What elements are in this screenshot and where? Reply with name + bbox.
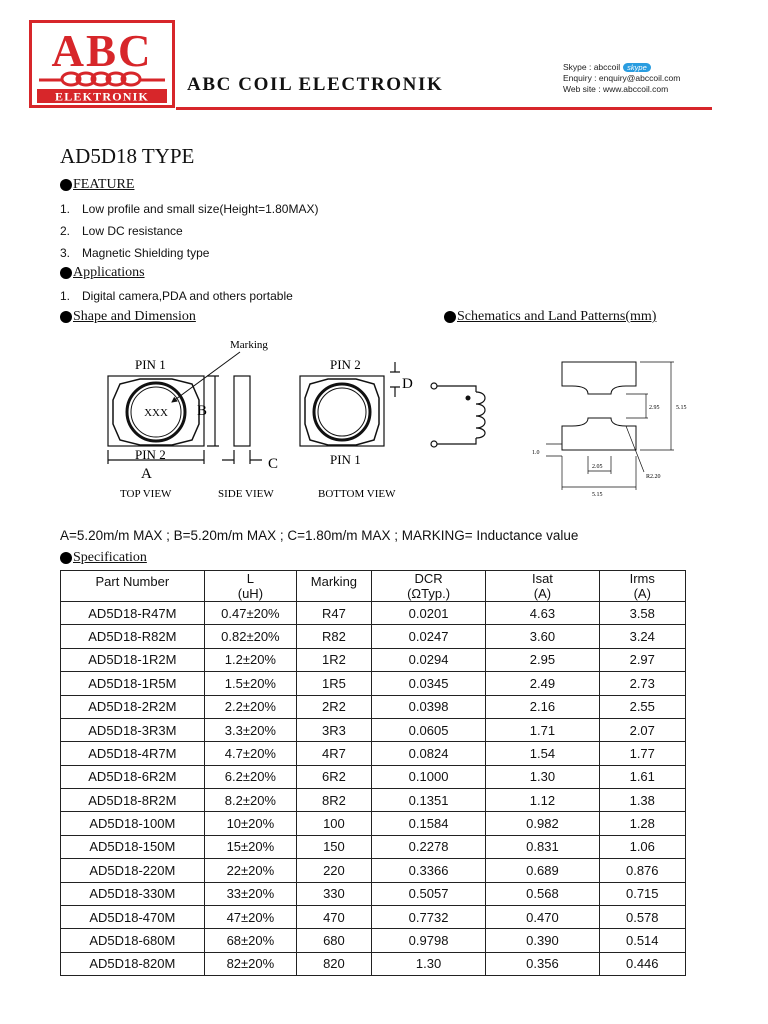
list-item xyxy=(60,220,318,242)
table-cell: 1.71 xyxy=(486,718,599,741)
column-unit: (uH) xyxy=(237,586,264,601)
table-cell: 100 xyxy=(297,812,372,835)
column-unit: (A) xyxy=(533,586,552,601)
marking-xxx: XXX xyxy=(144,407,168,419)
table-cell: 680 xyxy=(297,929,372,952)
column-header xyxy=(486,571,599,602)
table-cell: 10±20% xyxy=(204,812,296,835)
feature-list xyxy=(60,198,318,264)
table-cell: 82±20% xyxy=(204,952,296,975)
dim-d-label: D xyxy=(402,376,413,392)
table-cell: 820 xyxy=(297,952,372,975)
skype-text: Skype : abccoil xyxy=(563,62,621,72)
specification-table xyxy=(60,570,686,976)
top-pin1-label: PIN 1 xyxy=(135,357,166,372)
feature-heading-text: FEATURE xyxy=(73,177,135,192)
table-row xyxy=(61,672,686,695)
list-number: 2. xyxy=(60,224,71,238)
specification-heading-text: Specification xyxy=(73,550,147,565)
table-cell: 0.715 xyxy=(599,882,685,905)
specification-heading xyxy=(60,550,147,566)
table-cell: 0.1584 xyxy=(371,812,486,835)
table-cell: 68±20% xyxy=(204,929,296,952)
table-cell: 2.73 xyxy=(599,672,685,695)
table-cell: 2.16 xyxy=(486,695,599,718)
table-cell: 0.446 xyxy=(599,952,685,975)
marking-label: Marking xyxy=(230,339,268,351)
table-cell: 0.689 xyxy=(486,859,599,882)
table-cell: 0.578 xyxy=(599,905,685,928)
table-cell: 0.82±20% xyxy=(204,625,296,648)
table-row xyxy=(61,882,686,905)
table-cell: AD5D18-330M xyxy=(61,882,205,905)
table-cell: 3.3±20% xyxy=(204,718,296,741)
table-cell: AD5D18-820M xyxy=(61,952,205,975)
column-unit: (A) xyxy=(633,586,651,601)
applications-list xyxy=(60,285,293,307)
table-cell: AD5D18-8R2M xyxy=(61,789,205,812)
shape-heading-text: Shape and Dimension xyxy=(73,309,196,324)
table-cell: 330 xyxy=(297,882,372,905)
table-cell: AD5D18-1R5M xyxy=(61,672,205,695)
table-cell: 0.0345 xyxy=(371,672,486,695)
dim-radius: R2.20 xyxy=(646,474,661,480)
table-row xyxy=(61,789,686,812)
column-header xyxy=(297,571,372,602)
table-cell: 8R2 xyxy=(297,789,372,812)
table-cell: 0.3366 xyxy=(371,859,486,882)
bottom-view-label: BOTTOM VIEW xyxy=(318,488,396,500)
column-name: DCR xyxy=(414,571,443,586)
bullet-dot-icon xyxy=(60,552,72,564)
table-cell: 1.77 xyxy=(599,742,685,765)
column-header xyxy=(599,571,685,602)
schematic-coil xyxy=(426,374,496,454)
marking-arrow-icon xyxy=(172,352,240,402)
table-cell: 0.1351 xyxy=(371,789,486,812)
dim-b-label: B xyxy=(197,403,208,419)
table-cell: 2.07 xyxy=(599,718,685,741)
bullet-dot-icon xyxy=(60,179,72,191)
table-cell: AD5D18-4R7M xyxy=(61,742,205,765)
table-cell: R47 xyxy=(297,602,372,625)
table-cell: 470 xyxy=(297,905,372,928)
bullet-dot-icon xyxy=(444,311,456,323)
table-row xyxy=(61,695,686,718)
list-item xyxy=(60,285,293,307)
dim-height-total: 5.15 xyxy=(676,405,687,411)
list-number: 3. xyxy=(60,246,71,260)
bottom-pin1-label: PIN 1 xyxy=(330,452,361,467)
dim-bottom-inner: 2.05 xyxy=(592,464,603,470)
table-cell: 0.0605 xyxy=(371,718,486,741)
table-cell: 1R2 xyxy=(297,648,372,671)
table-cell: 3R3 xyxy=(297,718,372,741)
table-cell: 1.2±20% xyxy=(204,648,296,671)
table-cell: 2.55 xyxy=(599,695,685,718)
table-row xyxy=(61,718,686,741)
table-cell: 1.5±20% xyxy=(204,672,296,695)
table-cell: 6R2 xyxy=(297,765,372,788)
dimension-drawing xyxy=(90,332,430,507)
table-row xyxy=(61,648,686,671)
table-cell: AD5D18-6R2M xyxy=(61,765,205,788)
company-logo xyxy=(29,20,175,108)
polarity-dot-icon xyxy=(466,396,471,401)
table-cell: 4.63 xyxy=(486,602,599,625)
table-cell: AD5D18-R47M xyxy=(61,602,205,625)
table-body xyxy=(61,602,686,976)
schematics-heading-text: Schematics and Land Patterns(mm) xyxy=(457,309,657,324)
column-header xyxy=(371,571,486,602)
table-cell: 1.06 xyxy=(599,835,685,858)
enquiry-email: Enquiry : enquiry@abccoil.com xyxy=(563,73,681,83)
table-cell: 6.2±20% xyxy=(204,765,296,788)
table-cell: 33±20% xyxy=(204,882,296,905)
table-cell: AD5D18-3R3M xyxy=(61,718,205,741)
table-cell: AD5D18-R82M xyxy=(61,625,205,648)
table-cell: 0.982 xyxy=(486,812,599,835)
inductor-coil-icon xyxy=(476,392,485,438)
table-cell: 1.30 xyxy=(486,765,599,788)
list-text: Low profile and small size(Height=1.80MAX) xyxy=(82,202,319,216)
table-cell: 1R5 xyxy=(297,672,372,695)
table-cell: AD5D18-470M xyxy=(61,905,205,928)
table-cell: 2.95 xyxy=(486,648,599,671)
side-view-label: SIDE VIEW xyxy=(218,488,274,500)
dim-c-label: C xyxy=(268,456,279,472)
logo-text-bottom: ELEKTRONIK xyxy=(54,89,150,104)
dimensions-line: A=5.20m/m MAX ; B=5.20m/m MAX ; C=1.80m/m MAX ; MARKING= Inductance value xyxy=(60,528,579,543)
table-cell: 2R2 xyxy=(297,695,372,718)
list-number: 1. xyxy=(60,289,71,303)
table-row xyxy=(61,905,686,928)
table-cell: 0.0398 xyxy=(371,695,486,718)
table-cell: 0.7732 xyxy=(371,905,486,928)
table-cell: R82 xyxy=(297,625,372,648)
table-cell: 0.876 xyxy=(599,859,685,882)
logo-text-top: ABC xyxy=(51,26,153,76)
table-cell: 0.568 xyxy=(486,882,599,905)
bullet-dot-icon xyxy=(60,311,72,323)
skype-badge-icon: skype xyxy=(623,63,651,72)
column-name: Isat xyxy=(531,571,553,586)
table-row xyxy=(61,602,686,625)
bottom-pin2-label: PIN 2 xyxy=(330,357,361,372)
schematics-heading xyxy=(444,309,656,325)
bullet-dot-icon xyxy=(60,267,72,279)
document-title: AD5D18 TYPE xyxy=(60,144,195,168)
table-cell: 2.49 xyxy=(486,672,599,695)
table-cell: AD5D18-1R2M xyxy=(61,648,205,671)
table-row xyxy=(61,625,686,648)
list-item xyxy=(60,242,318,264)
list-text: Low DC resistance xyxy=(82,224,183,238)
bottom-view xyxy=(300,362,400,446)
table-cell: 0.390 xyxy=(486,929,599,952)
table-cell: 15±20% xyxy=(204,835,296,858)
table-cell: 1.38 xyxy=(599,789,685,812)
table-cell: 2.97 xyxy=(599,648,685,671)
list-text: Magnetic Shielding type xyxy=(82,246,210,260)
table-row xyxy=(61,835,686,858)
dim-inner: 2.95 xyxy=(649,405,660,411)
column-unit: (ΩTyp.) xyxy=(407,586,451,601)
header-divider xyxy=(176,107,712,110)
column-name: Irms xyxy=(629,571,655,586)
dim-bottom-total: 5.15 xyxy=(592,492,603,498)
list-item xyxy=(60,198,318,220)
table-cell: 150 xyxy=(297,835,372,858)
top-view-label: TOP VIEW xyxy=(120,488,172,500)
table-cell: 22±20% xyxy=(204,859,296,882)
table-cell: 0.0247 xyxy=(371,625,486,648)
column-name: L xyxy=(246,571,254,586)
table-row xyxy=(61,742,686,765)
table-cell: 0.1000 xyxy=(371,765,486,788)
table-cell: 4.7±20% xyxy=(204,742,296,765)
table-cell: AD5D18-150M xyxy=(61,835,205,858)
table-cell: 3.58 xyxy=(599,602,685,625)
table-cell: 0.0294 xyxy=(371,648,486,671)
table-cell: 0.47±20% xyxy=(204,602,296,625)
table-cell: 1.61 xyxy=(599,765,685,788)
table-cell: 0.0201 xyxy=(371,602,486,625)
side-view xyxy=(222,376,262,464)
table-cell: 0.9798 xyxy=(371,929,486,952)
table-cell: AD5D18-680M xyxy=(61,929,205,952)
table-row xyxy=(61,929,686,952)
dim-a-label: A xyxy=(141,466,152,482)
company-name: ABC COIL ELECTRONIK xyxy=(187,74,444,95)
table-header-row xyxy=(61,571,686,602)
applications-heading-text: Applications xyxy=(73,265,145,280)
table-cell: AD5D18-100M xyxy=(61,812,205,835)
table-cell: AD5D18-2R2M xyxy=(61,695,205,718)
feature-heading xyxy=(60,177,134,193)
table-row xyxy=(61,952,686,975)
column-name: Marking xyxy=(310,574,358,589)
list-number: 1. xyxy=(60,202,71,216)
table-cell: 3.24 xyxy=(599,625,685,648)
table-row xyxy=(61,859,686,882)
contact-block xyxy=(563,62,680,95)
table-cell: 3.60 xyxy=(486,625,599,648)
table-cell: 2.2±20% xyxy=(204,695,296,718)
table-cell: 1.28 xyxy=(599,812,685,835)
website-link: Web site : www.abccoil.com xyxy=(563,84,669,94)
table-cell: 0.0824 xyxy=(371,742,486,765)
column-header xyxy=(204,571,296,602)
table-cell: 0.831 xyxy=(486,835,599,858)
table-cell: 4R7 xyxy=(297,742,372,765)
shape-heading xyxy=(60,309,196,325)
table-cell: 8.2±20% xyxy=(204,789,296,812)
column-name: Part Number xyxy=(95,574,170,589)
table-cell: 47±20% xyxy=(204,905,296,928)
dim-pad: 1.0 xyxy=(532,450,540,456)
column-header xyxy=(61,571,205,602)
table-cell: 1.30 xyxy=(371,952,486,975)
table-row xyxy=(61,765,686,788)
land-pattern xyxy=(526,356,696,506)
table-cell: 1.54 xyxy=(486,742,599,765)
table-cell: 0.5057 xyxy=(371,882,486,905)
table-cell: 0.470 xyxy=(486,905,599,928)
table-cell: 1.12 xyxy=(486,789,599,812)
table-row xyxy=(61,812,686,835)
top-pin2-label: PIN 2 xyxy=(135,447,166,462)
table-cell: 0.2278 xyxy=(371,835,486,858)
table-cell: 0.356 xyxy=(486,952,599,975)
list-text: Digital camera,PDA and others portable xyxy=(82,289,293,303)
table-cell: 0.514 xyxy=(599,929,685,952)
applications-heading xyxy=(60,265,145,281)
table-cell: AD5D18-220M xyxy=(61,859,205,882)
table-cell: 220 xyxy=(297,859,372,882)
